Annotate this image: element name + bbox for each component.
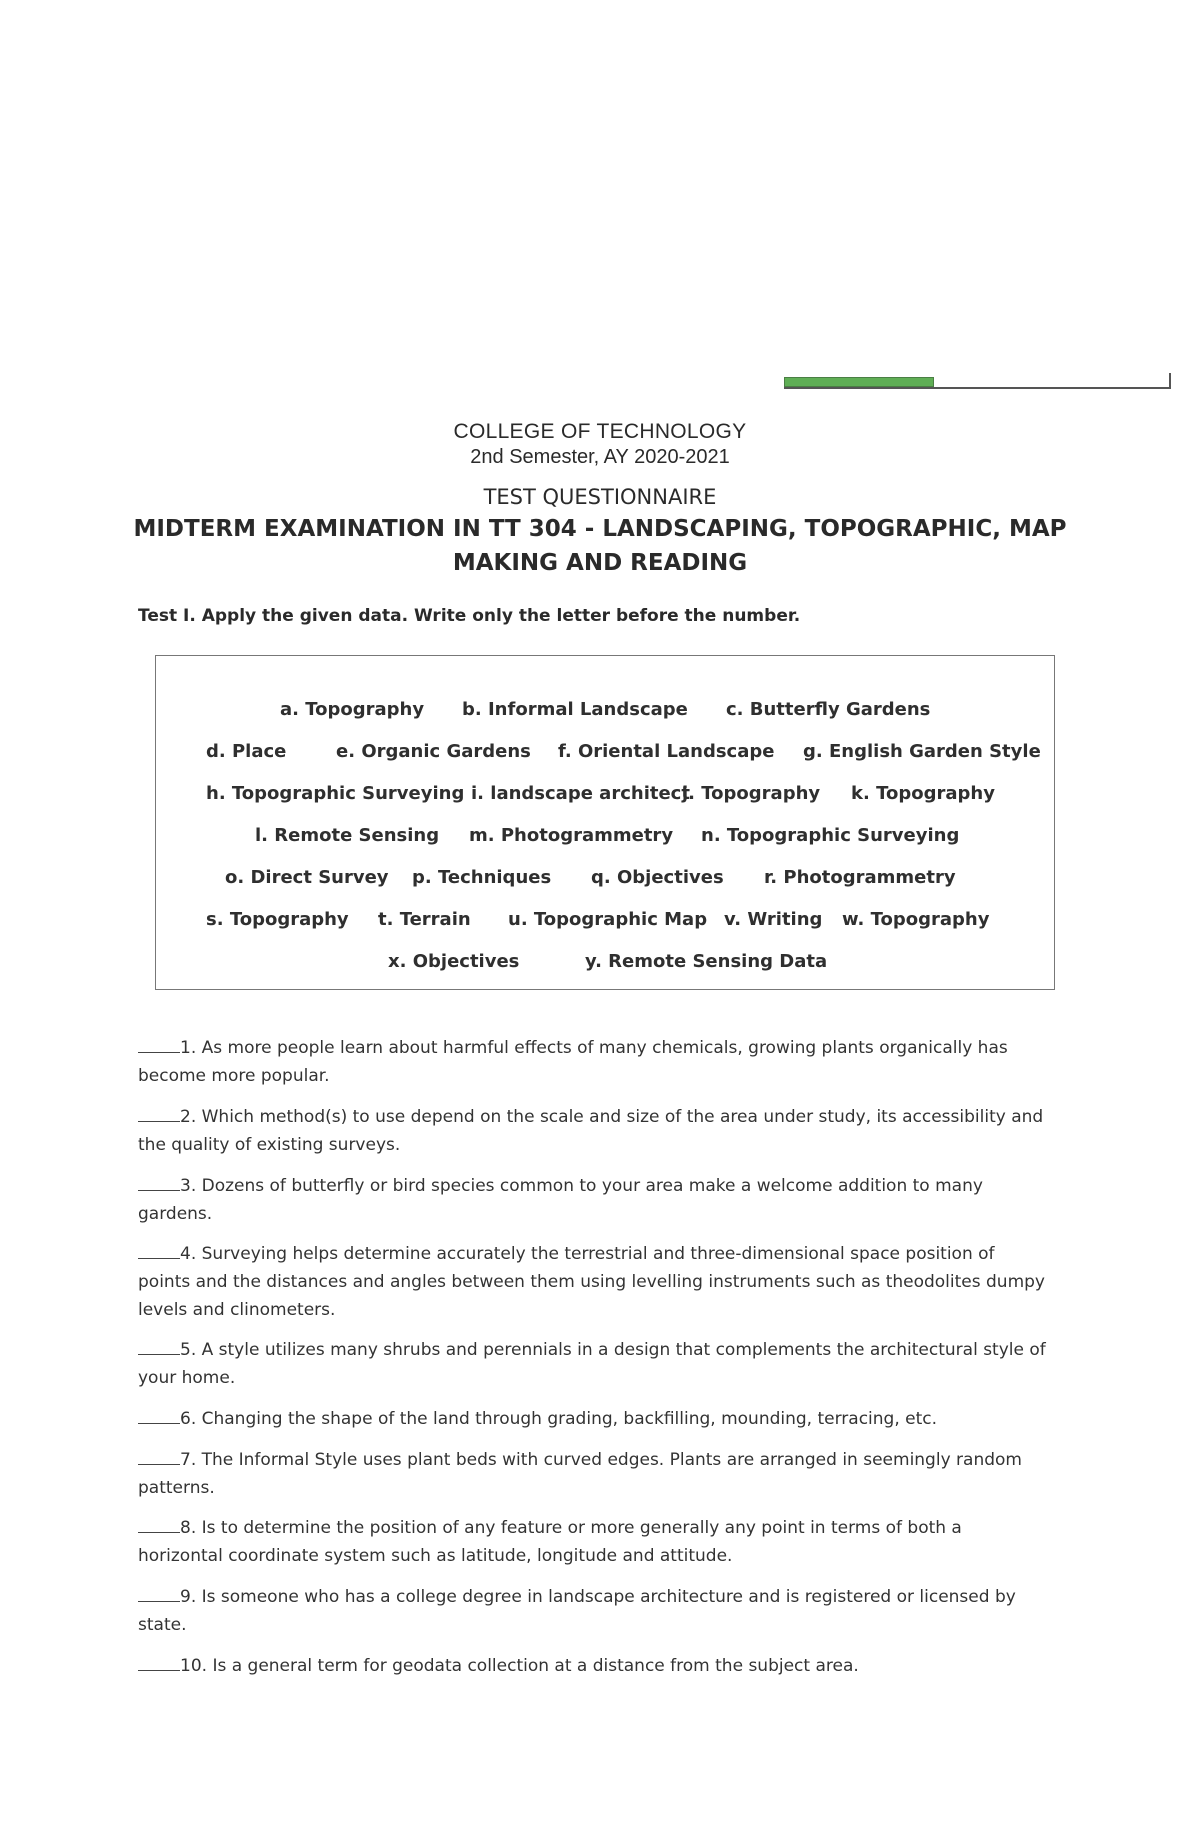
choice-item: o. Direct Survey xyxy=(225,867,389,888)
answer-blank[interactable] xyxy=(138,1516,180,1533)
answer-blank[interactable] xyxy=(138,1174,180,1191)
choice-item: y. Remote Sensing Data xyxy=(585,951,828,972)
semester-line: 2nd Semester, AY 2020-2021 xyxy=(470,446,730,468)
question-item: 4. Surveying helps determine accurately the terrestrial and three-dimensional space position of points and the distances and angles between them using levelling instruments such as theodolites dumpy levels and clinometers. xyxy=(138,1244,1045,1320)
choice-item: j. Topography xyxy=(682,783,821,804)
exam-title-line-2: MAKING AND READING xyxy=(452,550,748,576)
question-item: 7. The Informal Style uses plant beds with curved edges. Plants are arranged in seemingly random patterns. xyxy=(138,1450,1022,1498)
choice-item: h. Topographic Surveying xyxy=(206,783,465,804)
question-item: 3. Dozens of butterfly or bird species common to your area make a welcome addition to many gardens. xyxy=(138,1176,983,1224)
choice-item: i. landscape architect xyxy=(471,783,690,804)
answer-blank[interactable] xyxy=(138,1105,180,1122)
choice-item: r. Photogrammetry xyxy=(764,867,956,888)
question-item: 6. Changing the shape of the land through grading, backfilling, mounding, terracing, etc. xyxy=(138,1405,1048,1433)
exam-title-line-1: MIDTERM EXAMINATION IN TT 304 - LANDSCAPING, TOPOGRAPHIC, MAP xyxy=(133,516,1067,542)
choice-item: l. Remote Sensing xyxy=(255,825,440,846)
question-item: 2. Which method(s) to use depend on the scale and size of the area under study, its accessibility and the quality of existing surveys. xyxy=(138,1107,1044,1155)
answer-blank[interactable] xyxy=(138,1338,180,1355)
question-item: 5. A style utilizes many shrubs and perennials in a design that complements the architectural style of your home. xyxy=(138,1340,1046,1388)
question-item: 1. As more people learn about harmful effects of many chemicals, growing plants organically has become more popular. xyxy=(138,1038,1008,1086)
answer-blank[interactable] xyxy=(138,1448,180,1465)
choice-item: w. Topography xyxy=(842,909,990,930)
progress-bar xyxy=(784,377,1169,389)
choice-item: s. Topography xyxy=(206,909,349,930)
progress-bar-end-tick xyxy=(1169,373,1171,389)
question-item: 9. Is someone who has a college degree in landscape architecture and is registered or licensed by state. xyxy=(138,1587,1016,1635)
choice-item: p. Techniques xyxy=(412,867,552,888)
choice-item: m. Photogrammetry xyxy=(469,825,674,846)
question-item: 8. Is to determine the position of any feature or more generally any point in terms of both a horizontal coordinate system such as latitude, longitude and attitude. xyxy=(138,1518,962,1566)
choice-item: a. Topography xyxy=(280,699,425,720)
choice-item: b. Informal Landscape xyxy=(462,699,688,720)
choice-item: f. Oriental Landscape xyxy=(558,741,775,762)
questionnaire-title: TEST QUESTIONNAIRE xyxy=(483,485,717,509)
choice-item: e. Organic Gardens xyxy=(336,741,531,762)
choice-item: c. Butterfly Gardens xyxy=(726,699,931,720)
choice-item: n. Topographic Surveying xyxy=(701,825,960,846)
college-name: COLLEGE OF TECHNOLOGY xyxy=(453,420,747,443)
choice-item: d. Place xyxy=(206,741,287,762)
answer-blank[interactable] xyxy=(138,1036,180,1053)
exam-title xyxy=(0,512,1200,580)
choice-item: q. Objectives xyxy=(591,867,724,888)
question-item: 10. Is a general term for geodata collection at a distance from the subject area. xyxy=(138,1652,1048,1680)
progress-bar-fill xyxy=(784,377,934,387)
choice-item: k. Topography xyxy=(851,783,995,804)
test-instruction: Test I. Apply the given data. Write only the letter before the number. xyxy=(138,606,801,626)
answer-blank[interactable] xyxy=(138,1654,180,1671)
answer-blank[interactable] xyxy=(138,1407,180,1424)
choice-item: v. Writing xyxy=(724,909,823,930)
answer-blank[interactable] xyxy=(138,1585,180,1602)
choices-box xyxy=(155,655,1055,990)
choice-item: g. English Garden Style xyxy=(803,741,1041,762)
answer-blank[interactable] xyxy=(138,1242,180,1259)
choice-item: t. Terrain xyxy=(378,909,471,930)
choice-item: u. Topographic Map xyxy=(508,909,708,930)
choice-item: x. Objectives xyxy=(388,951,520,972)
